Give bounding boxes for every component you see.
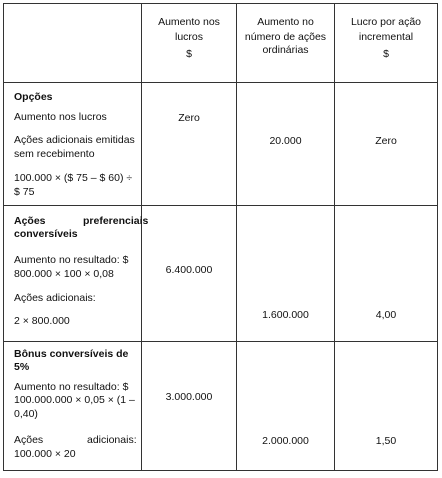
line-text: Aumento no resultado: $: [14, 254, 129, 266]
cell-lpa: Zero: [375, 135, 397, 147]
cell-lucros: 6.400.000: [165, 264, 213, 276]
column-divider: [236, 4, 237, 470]
line-text: 100.000 × 20: [14, 448, 76, 460]
line-text: Aumento nos lucros: [14, 111, 107, 123]
header-lucros: [142, 16, 236, 61]
title-word: Ações: [14, 215, 46, 227]
line-text: $ 75: [14, 186, 35, 198]
title-word: 5%: [14, 361, 30, 373]
header-text: $: [383, 48, 389, 60]
cell-lucros: 3.000.000: [165, 391, 213, 403]
line-text: 2 × 800.000: [14, 315, 70, 327]
row-divider: [4, 82, 437, 83]
line-text: Ações adicionais:: [14, 292, 96, 304]
header-text: Aumento nos: [158, 16, 220, 28]
title-word: preferenciais: [83, 215, 149, 227]
section-title: [14, 215, 46, 228]
title-word: conversíveis: [14, 228, 78, 240]
line-text: Aumento no resultado: $: [14, 381, 129, 393]
line-text: 0,40): [14, 408, 38, 420]
header-text: Aumento no: [257, 16, 314, 28]
eps-table: [3, 3, 438, 471]
row-divider: [4, 341, 437, 342]
line-text: Ações adicionais emitidas: [14, 134, 135, 146]
header-acoes: [237, 16, 334, 57]
header-text: Lucro por ação: [350, 16, 422, 28]
line-text: 100.000 × ($ 75 – $ 60) ÷: [14, 172, 133, 184]
header-text: ordinárias: [262, 44, 309, 56]
line-text: Ações: [14, 434, 44, 446]
cell-acoes: 20.000: [269, 135, 302, 147]
header-lpa: [335, 16, 437, 61]
cell-lucros: Zero: [178, 112, 200, 124]
line-text: 800.000 × 100 × 0,08: [14, 268, 114, 280]
cell-acoes: 2.000.000: [262, 435, 309, 447]
header-text: número de ações: [244, 31, 327, 43]
header-text: $: [186, 48, 192, 60]
line-text: adicionais:: [87, 434, 137, 446]
column-divider: [334, 4, 335, 470]
cell-lpa: 4,00: [375, 309, 397, 321]
cell-lpa: 1,50: [375, 435, 397, 447]
line-text: sem recebimento: [14, 148, 95, 160]
row-divider: [4, 205, 437, 206]
section-title: Opções: [14, 91, 53, 103]
header-text: lucros: [174, 31, 203, 43]
cell-acoes: 1.600.000: [262, 309, 309, 321]
section-title: Bônus conversíveis de: [14, 348, 129, 360]
header-text: incremental: [358, 31, 414, 43]
line-text: 100.000.000 × 0,05 × (1 –: [14, 394, 135, 406]
